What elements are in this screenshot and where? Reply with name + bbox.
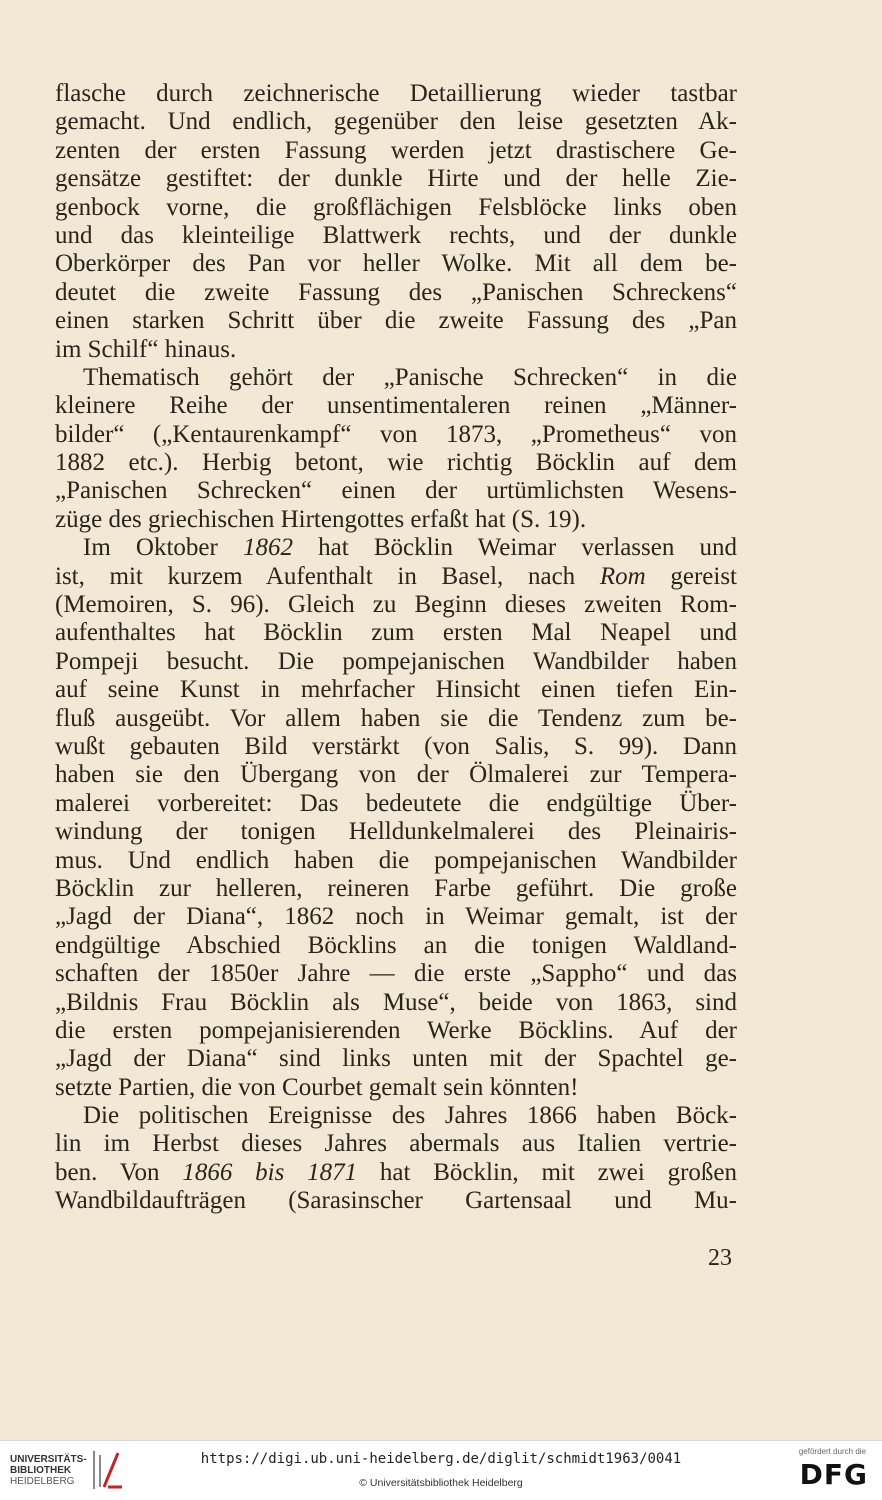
text-line: auf seine Kunst in mehrfacher Hinsicht einen tiefen Ein- [55, 676, 737, 704]
text-line: und das kleinteilige Blattwerk rechts, und der dunkle [55, 221, 737, 249]
place-rom: Rom [599, 562, 646, 590]
text-line: einen starken Schritt über die zweite Fassung des „Pan [55, 307, 737, 335]
text-run: ist, mit kurzem Aufenthalt in Basel, nach [55, 562, 600, 590]
text-line: Wandbildaufträgen (Sarasinscher Gartensaal und Mu- [55, 1187, 737, 1215]
text-line: „Panischen Schrecken“ einen der urtümlichsten Wesens- [55, 477, 737, 505]
text-line: (Memoiren, S. 96). Gleich zu Beginn dieses zweiten Rom- [55, 591, 737, 619]
text-run: gereist [645, 562, 737, 590]
text-run: Im Oktober [83, 534, 243, 562]
text-run: ben. Von [55, 1158, 183, 1186]
text-line: zenten der ersten Fassung werden jetzt drastischere Ge- [55, 136, 737, 164]
text-line: genbock vorne, die großflächigen Felsblöcke links oben [55, 193, 737, 221]
library-name-line2: BIBLIOTHEK [10, 1465, 72, 1476]
copyright-notice: © Universitätsbibliothek Heidelberg [359, 1477, 523, 1489]
text-line: endgültige Abschied Böcklins an die tonigen Waldland- [55, 931, 737, 959]
text-line: bilder“ („Kentaurenkampf“ von 1873, „Prometheus“ von [55, 420, 737, 448]
text-line: aufenthaltes hat Böcklin zum ersten Mal Neapel und [55, 619, 737, 647]
text-line [55, 563, 737, 591]
text-line: windung der tonigen Helldunkelmalerei des Pleinairis- [55, 818, 737, 846]
year-1862: 1862 [242, 534, 293, 562]
text-line: im Schilf“ hinaus. [55, 335, 237, 363]
text-line: 1882 etc.). Herbig betont, wie richtig Böcklin auf dem [55, 449, 737, 477]
text-line: Thematisch gehört der „Panische Schrecken“ in die [83, 363, 737, 391]
permalink-url[interactable]: https://digi.ub.uni-heidelberg.de/diglit/schmidt1963/0041 [200, 1451, 682, 1467]
text-line: gensätze gestiftet: der dunkle Hirte und der helle Zie- [55, 165, 737, 193]
text-line: haben sie den Übergang von der Ölmalerei zur Tempera- [55, 761, 737, 789]
text-line: Pompeji besucht. Die pompejanischen Wandbilder haben [55, 647, 737, 675]
text-line: deutet die zweite Fassung des „Panischen Schreckens“ [55, 278, 737, 306]
text-line: kleinere Reihe der unsentimentaleren reinen „Männer- [55, 392, 737, 420]
text-line: „Jagd der Diana“, 1862 noch in Weimar gemalt, ist der [55, 903, 737, 931]
text-line: die ersten pompejanisierenden Werke Böcklins. Auf der [55, 1016, 737, 1044]
text-run: hat Böcklin Weimar verlassen und [292, 534, 737, 562]
text-line [55, 534, 737, 562]
text-line: „Bildnis Frau Böcklin als Muse“, beide von 1863, sind [55, 988, 737, 1016]
text-line: Oberkörper des Pan vor heller Wolke. Mit all dem be- [55, 250, 737, 278]
text-line: mus. Und endlich haben die pompejanischen Wandbilder [55, 846, 737, 874]
text-line: gemacht. Und endlich, gegenüber den leise gesetzten Ak- [55, 108, 737, 136]
viewer-footer [0, 1440, 882, 1500]
text-line: schaften der 1850er Jahre — die erste „Sappho“ und das [55, 960, 737, 988]
text-run: hat Böcklin, mit zwei großen [357, 1158, 737, 1186]
text-line: Böcklin zur helleren, reineren Farbe geführt. Die große [55, 874, 737, 902]
year-range: 1866 bis 1871 [182, 1158, 358, 1186]
text-line: lin im Herbst dieses Jahres abermals aus Italien vertrie- [55, 1130, 737, 1158]
text-line: malerei vorbereitet: Das bedeutete die endgültige Über- [55, 789, 737, 817]
page-number: 23 [708, 1245, 732, 1271]
text-line: Die politischen Ereignisse des Jahres 1866 haben Böck- [83, 1102, 737, 1130]
body-text [55, 80, 737, 1216]
library-name-line3: HEIDELBERG [10, 1476, 75, 1487]
dfg-logo[interactable]: DFG [799, 1458, 868, 1491]
text-line: wußt gebauten Bild verstärkt (von Salis, S. 99). Dann [55, 732, 737, 760]
library-name-line1: UNIVERSITÄTS- [10, 1454, 87, 1465]
dfg-caption: gefördert durch die [798, 1447, 866, 1456]
text-line: züge des griechischen Hirtengottes erfaßt hat (S. 19). [55, 505, 587, 533]
text-line [55, 1159, 737, 1187]
text-line: flasche durch zeichnerische Detaillierung wieder tastbar [55, 80, 737, 107]
text-line: fluß ausgeübt. Vor allem haben sie die Tendenz zum be- [55, 704, 737, 732]
text-line: „Jagd der Diana“ sind links unten mit der Spachtel ge- [55, 1045, 737, 1073]
text-line: setzte Partien, die von Courbet gemalt sein könnten! [55, 1073, 579, 1101]
